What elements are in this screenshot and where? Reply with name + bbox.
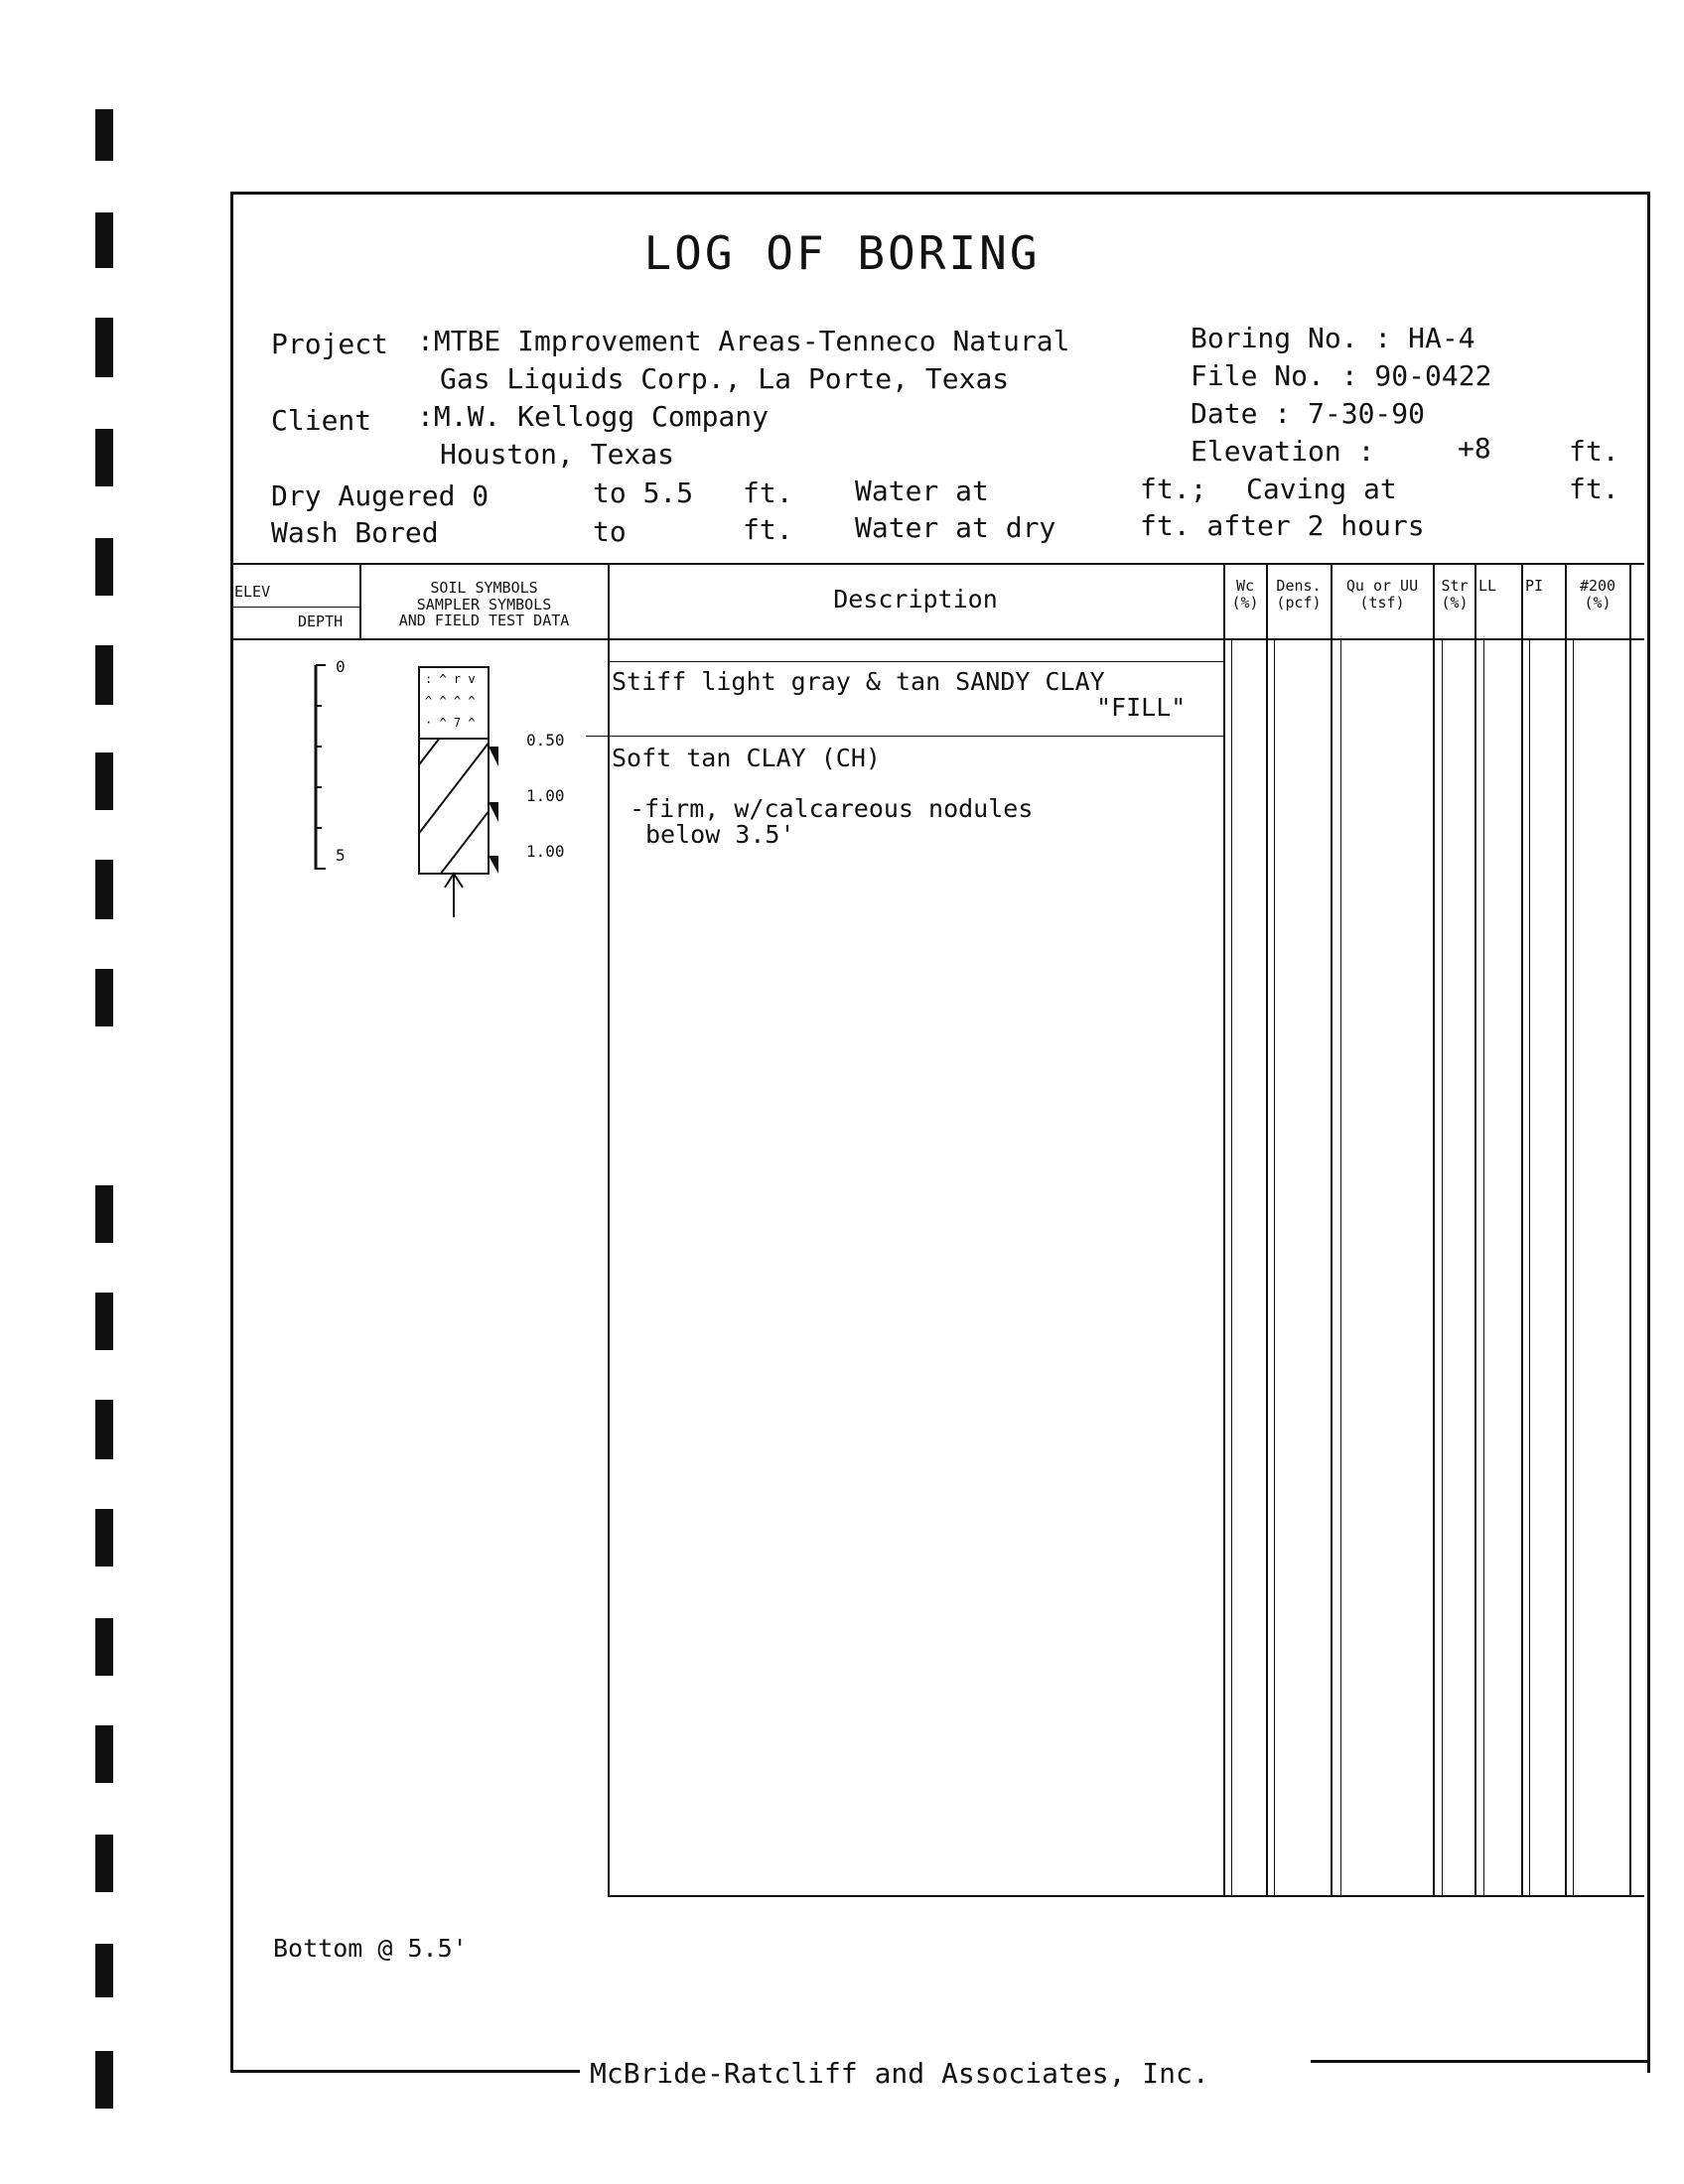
clay-note-1: -firm, w/calcareous nodules [630, 794, 1034, 823]
file-no: File No. : 90-0422 [1191, 359, 1492, 392]
description-left-rule [608, 563, 610, 1895]
col-rule [1521, 563, 1523, 1895]
footer-company: McBride-Ratcliff and Associates, Inc. [590, 2057, 1209, 2090]
clay-note-2: below 3.5' [645, 820, 795, 849]
col-symbols-line3: AND FIELD TEST DATA [398, 612, 570, 629]
field-test-3: 1.00 [526, 842, 565, 861]
col-rule [1266, 563, 1268, 1895]
col-200-unit: (%) [1584, 593, 1612, 612]
col-qu-unit: (tsf) [1359, 593, 1405, 612]
client-label: Client [271, 404, 372, 437]
col-rule [1565, 563, 1567, 1895]
col-rule [1573, 638, 1574, 1895]
binder-mark [95, 860, 113, 919]
footer-rule-right [1311, 2060, 1647, 2063]
wash-bored: Wash Bored [271, 516, 439, 549]
svg-text:^ ^ ^ ^: ^ ^ ^ ^ [425, 694, 476, 708]
col-200-label: #200 [1579, 577, 1616, 595]
col-rule [1483, 638, 1484, 1895]
elev-depth-rule [232, 607, 359, 608]
col-qu-label: Qu or UU [1345, 577, 1419, 595]
water-ft-1: ft.; [1140, 473, 1207, 505]
depth-scale [298, 655, 367, 884]
project-line-2: Gas Liquids Corp., La Porte, Texas [440, 362, 1010, 395]
elev-divider [359, 563, 361, 638]
sampler-marker [489, 856, 498, 874]
fill-description: Stiff light gray & tan SANDY CLAY [612, 667, 1105, 696]
field-test-2: 1.00 [526, 786, 565, 805]
col-rule [1274, 638, 1275, 1895]
col-rule [1340, 638, 1341, 1895]
col-pi: PI [1525, 577, 1544, 595]
col-description: Description [833, 585, 998, 614]
col-str-label: Str [1441, 577, 1469, 595]
col-ll: LL [1478, 577, 1497, 595]
col-wc-label: Wc [1235, 577, 1255, 595]
col-qu [1333, 578, 1432, 611]
binder-mark [95, 1725, 113, 1783]
elevation-value: +8 [1458, 432, 1491, 465]
water-at-1: Water at [855, 475, 989, 507]
bottom-note: Bottom @ 5.5' [273, 1934, 468, 1963]
caving-at: Caving at [1246, 473, 1397, 505]
binder-mark [95, 429, 113, 486]
page-title: LOG OF BORING [643, 226, 1041, 280]
col-dens-label: Dens. [1276, 577, 1322, 595]
binder-mark [95, 2051, 113, 2109]
binder-mark [95, 538, 113, 596]
col-symbols-line2: SAMPLER SYMBOLS [416, 595, 552, 614]
col-str [1435, 578, 1474, 611]
binder-mark [95, 1185, 113, 1243]
dry-to: to 5.5 [593, 477, 694, 509]
col-rule [1223, 563, 1225, 1895]
col-rule [1231, 638, 1232, 1895]
binder-mark [95, 1400, 113, 1459]
sampler-marker [489, 802, 498, 822]
binder-mark [95, 969, 113, 1026]
boring-no: Boring No. : HA-4 [1191, 322, 1475, 354]
col-rule [1629, 563, 1631, 1895]
field-test-1: 0.50 [526, 731, 565, 750]
col-200 [1567, 578, 1628, 611]
col-dens-unit: (pcf) [1276, 593, 1322, 612]
footer-rule-left [230, 2070, 580, 2073]
col-rule [1331, 563, 1333, 1895]
depth-tick-5: 5 [336, 846, 346, 865]
dry-ft: ft. [743, 477, 793, 509]
col-elev: ELEV [234, 583, 271, 601]
wash-ft: ft. [743, 513, 793, 546]
binder-mark [95, 109, 113, 161]
dry-augered: Dry Augered 0 [271, 479, 490, 512]
depth-tick-0: 0 [336, 657, 346, 676]
elevation-label: Elevation : [1191, 435, 1375, 468]
binder-mark [95, 1293, 113, 1350]
date: Date : 7-30-90 [1191, 397, 1426, 430]
elevation-unit: ft. [1569, 435, 1619, 468]
col-rule [1529, 638, 1530, 1895]
table-bottom-rule [608, 1895, 1644, 1897]
clay-layer-symbol [419, 739, 489, 874]
binder-mark [95, 645, 113, 705]
fill-label: "FILL" [1096, 693, 1187, 722]
col-wc [1225, 578, 1265, 611]
col-rule [1433, 563, 1435, 1895]
binder-mark [95, 752, 113, 810]
binder-mark [95, 1618, 113, 1676]
after-hours: ft. after 2 hours [1140, 509, 1425, 542]
project-line-1: :MTBE Improvement Areas-Tenneco Natural [417, 325, 1070, 357]
wash-to: to [593, 515, 627, 548]
client-line-2: Houston, Texas [440, 438, 675, 471]
client-line-1: :M.W. Kellogg Company [417, 400, 770, 433]
project-label: Project [271, 328, 389, 360]
layer-top-rule [608, 661, 1223, 662]
clay-description: Soft tan CLAY (CH) [612, 744, 881, 772]
binder-mark [95, 1509, 113, 1567]
binder-mark [95, 1944, 113, 1997]
layer-boundary-rule [586, 736, 1223, 737]
col-wc-unit: (%) [1231, 593, 1259, 612]
col-rule [1442, 638, 1443, 1895]
water-at-dry: Water at dry [855, 511, 1056, 544]
col-str-unit: (%) [1441, 593, 1469, 612]
col-depth: DEPTH [298, 613, 344, 630]
col-symbols [362, 580, 606, 629]
col-rule [1474, 563, 1476, 1895]
binder-mark [95, 318, 113, 377]
binder-mark [95, 1835, 113, 1892]
col-dens [1268, 578, 1330, 611]
svg-text:· ^ 7 ^: · ^ 7 ^ [425, 716, 476, 730]
caving-ft: ft. [1569, 473, 1619, 505]
sampler-marker [489, 747, 498, 766]
col-symbols-line1: SOIL SYMBOLS [430, 579, 538, 597]
svg-text:: ^ r v: : ^ r v [425, 672, 476, 686]
soil-column [407, 663, 516, 921]
